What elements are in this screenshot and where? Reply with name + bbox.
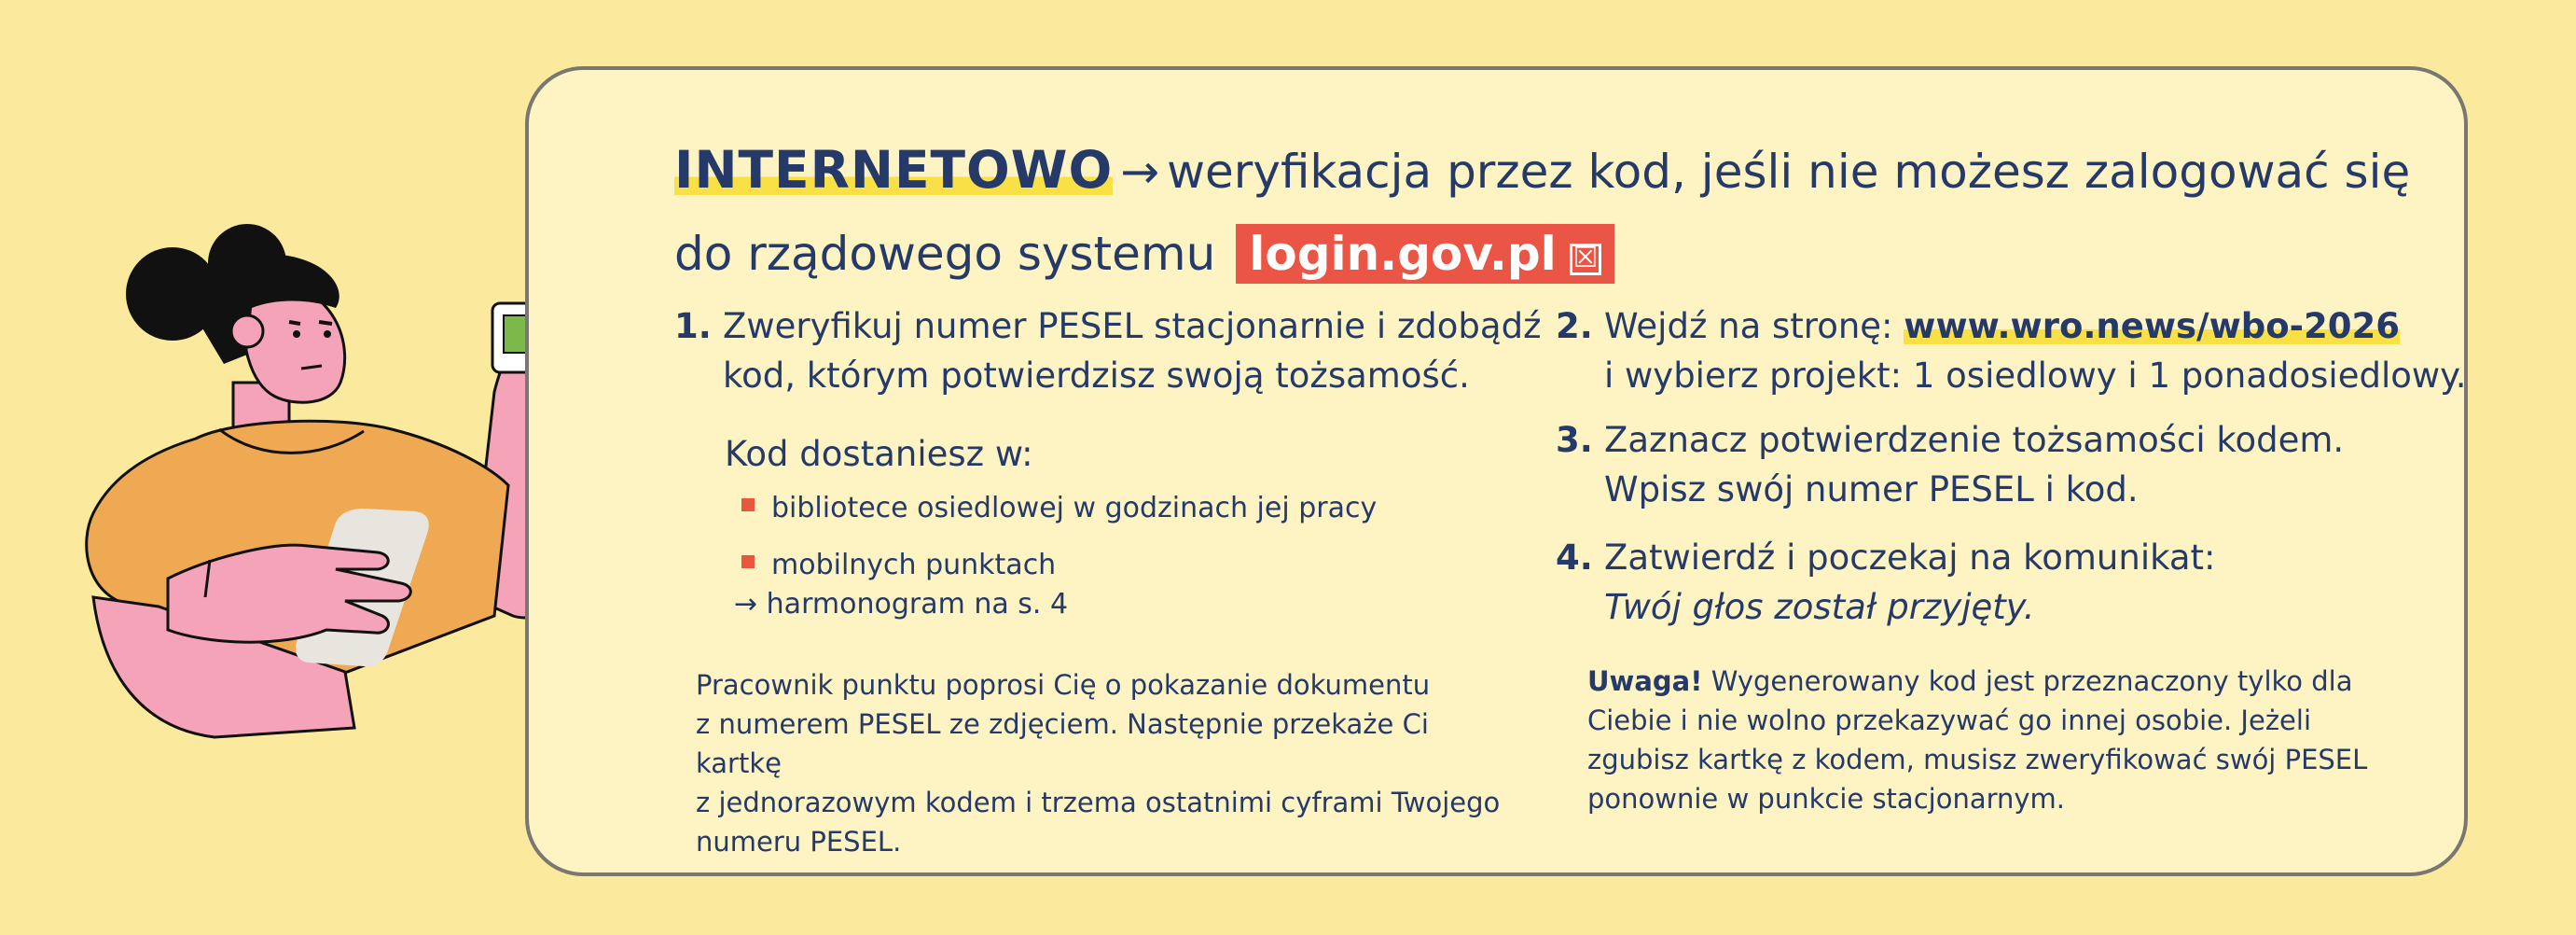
headline — [674, 129, 2446, 295]
headline-line-2-text: do rządowego systemu — [674, 227, 1216, 281]
step-1 — [674, 301, 1542, 400]
headline-line-2 — [674, 213, 2446, 295]
close-box-icon: ☒ — [1570, 244, 1601, 275]
step-number: 4. — [1556, 537, 1593, 578]
step-number: 1. — [674, 306, 712, 346]
step-number: 2. — [1556, 306, 1593, 346]
step-text: i wybierz projekt: 1 osiedlowy i 1 ponadosiedlowy. — [1604, 356, 2467, 396]
list-item — [741, 549, 1056, 581]
left-note — [696, 665, 1517, 861]
step-text: Zaznacz potwierdzenie tożsamości kodem. — [1604, 420, 2345, 460]
arrow-right-icon: → — [1120, 145, 1160, 199]
code-heading: Kod dostaniesz w: — [725, 434, 1033, 474]
list-item-text: bibliotece osiedlowej w godzinach jej pracy — [771, 492, 1378, 524]
note-line: Ciebie i nie wolno przekazywać go innej osobie. Jeżeli — [1587, 705, 2312, 736]
note-line: z jednorazowym kodem i trzema ostatnimi cyframi Twojego — [696, 787, 1501, 818]
note-line: Wygenerowany kod jest przeznaczony tylko dla — [1710, 665, 2353, 697]
note-line: numeru PESEL. — [696, 826, 902, 858]
schedule-reference: → harmonogram na s. 4 — [734, 588, 1069, 621]
headline-keyword: INTERNETOWO — [674, 140, 1114, 200]
login-gov-link[interactable] — [1236, 224, 1614, 284]
step-4 — [1556, 533, 2216, 632]
bullet-square-icon — [741, 555, 755, 568]
note-line: zgubisz kartkę z kodem, musisz zweryfikować swój PESEL — [1587, 744, 2368, 775]
step-text: Wpisz swój numer PESEL i kod. — [1604, 469, 2139, 509]
headline-line-1 — [674, 129, 2446, 213]
note-line: Pracownik punktu poprosi Cię o pokazanie dokumentu — [696, 669, 1431, 701]
step-text: Wejdź na stronę: — [1604, 306, 1893, 346]
list-item-text: mobilnych punktach — [771, 549, 1057, 581]
note-line: ponownie w punkcie stacjonarnym. — [1587, 783, 2066, 815]
confirmation-message: Twój głos został przyjęty. — [1604, 587, 2035, 627]
step-2 — [1556, 301, 2467, 400]
list-item — [741, 492, 1377, 524]
right-note — [1587, 662, 2408, 818]
step-text: Zatwierdź i poczekaj na komunikat: — [1604, 537, 2216, 578]
warning-label: Uwaga! — [1587, 665, 1703, 697]
step-3 — [1556, 415, 2344, 514]
note-line: z numerem PESEL ze zdjęciem. Następnie przekaże Ci kartkę — [696, 708, 1429, 779]
step-text: Zweryfikuj numer PESEL stacjonarnie i zdobądź — [723, 306, 1542, 346]
step-number: 3. — [1556, 420, 1593, 460]
step-text: kod, którym potwierdzisz swoją tożsamość. — [723, 356, 1470, 396]
headline-line-1-text: weryfikacja przez kod, jeśli nie możesz zalogować się — [1167, 145, 2411, 199]
bullet-square-icon — [741, 498, 755, 511]
wbo-link[interactable]: www.wro.news/wbo-2026 — [1904, 306, 2400, 346]
login-gov-label: login.gov.pl — [1249, 227, 1557, 281]
